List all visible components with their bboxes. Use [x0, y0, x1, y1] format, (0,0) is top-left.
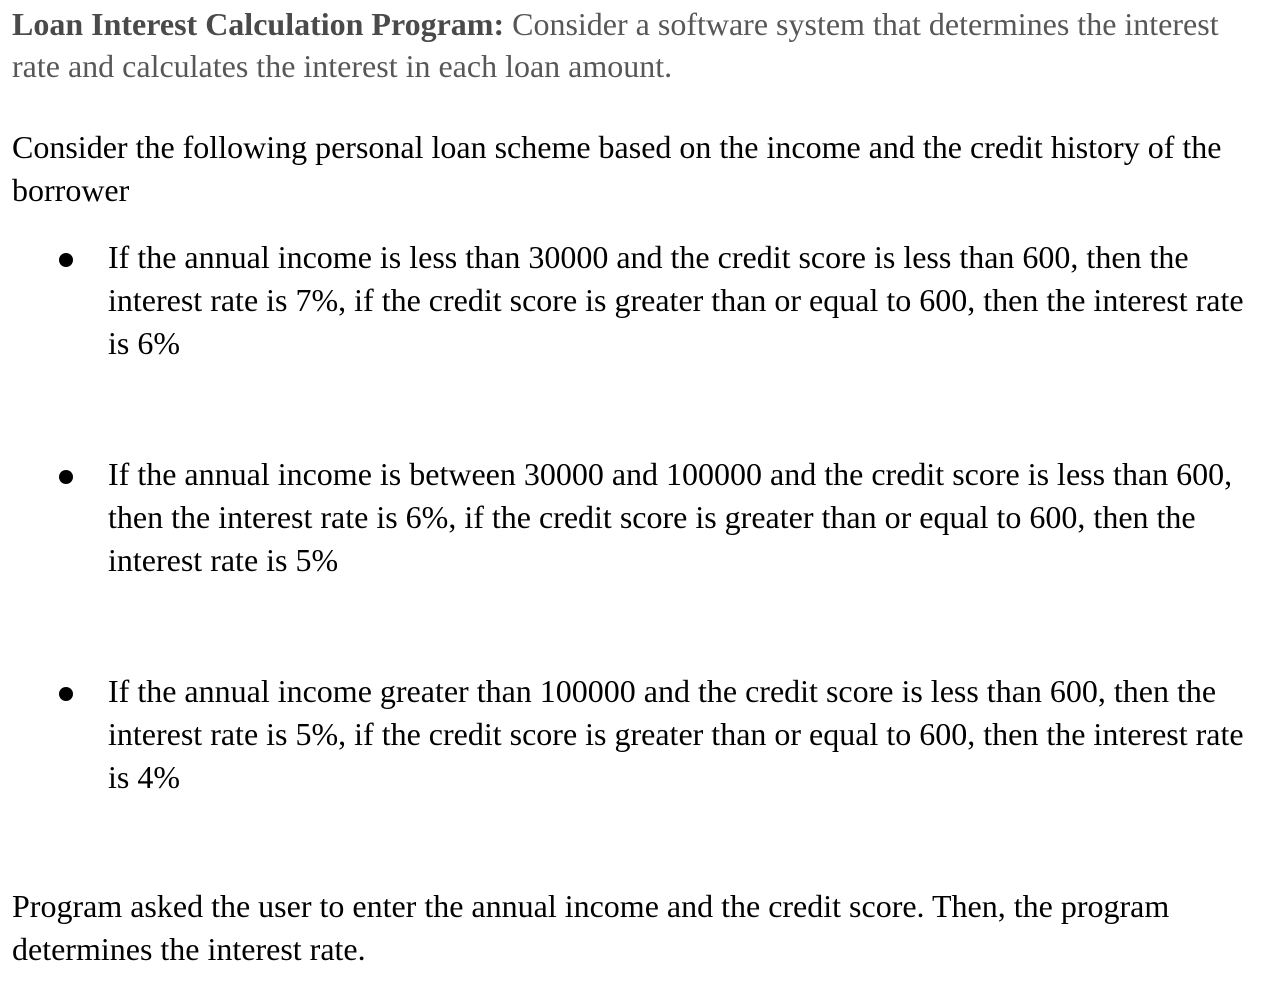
program-title: Loan Interest Calculation Program:: [12, 6, 505, 42]
bullet-icon: [59, 687, 73, 701]
rule-text: If the annual income greater than 100000 and the credit score is less than 600, then the interest rate is 5%, if the credit score is greater than or equal to 600, then the interest rate is 4%: [108, 673, 1244, 795]
closing-paragraph: Program asked the user to enter the annual income and the credit score. Then, the program determines the interest rate.: [12, 888, 1170, 967]
program-description: Consider a software system that determines the interest rate and calculates the interest in each loan amount.: [12, 6, 1219, 84]
rule-text: If the annual income is less than 30000 and the credit score is less than 600, then the interest rate is 7%, if the credit score is greater than or equal to 600, then the interest rate is 6%: [108, 239, 1244, 361]
bullet-icon: [59, 253, 73, 267]
scheme-intro-paragraph: Consider the following personal loan scheme based on the income and the credit history of the borrower: [12, 129, 1222, 208]
bullet-icon: [59, 470, 73, 484]
intro-paragraph: [12, 3, 1262, 87]
rule-text: If the annual income is between 30000 and 100000 and the credit score is less than 600, then the interest rate is 6%, if the credit score is greater than or equal to 600, then the interest rate is 5%: [108, 456, 1233, 578]
